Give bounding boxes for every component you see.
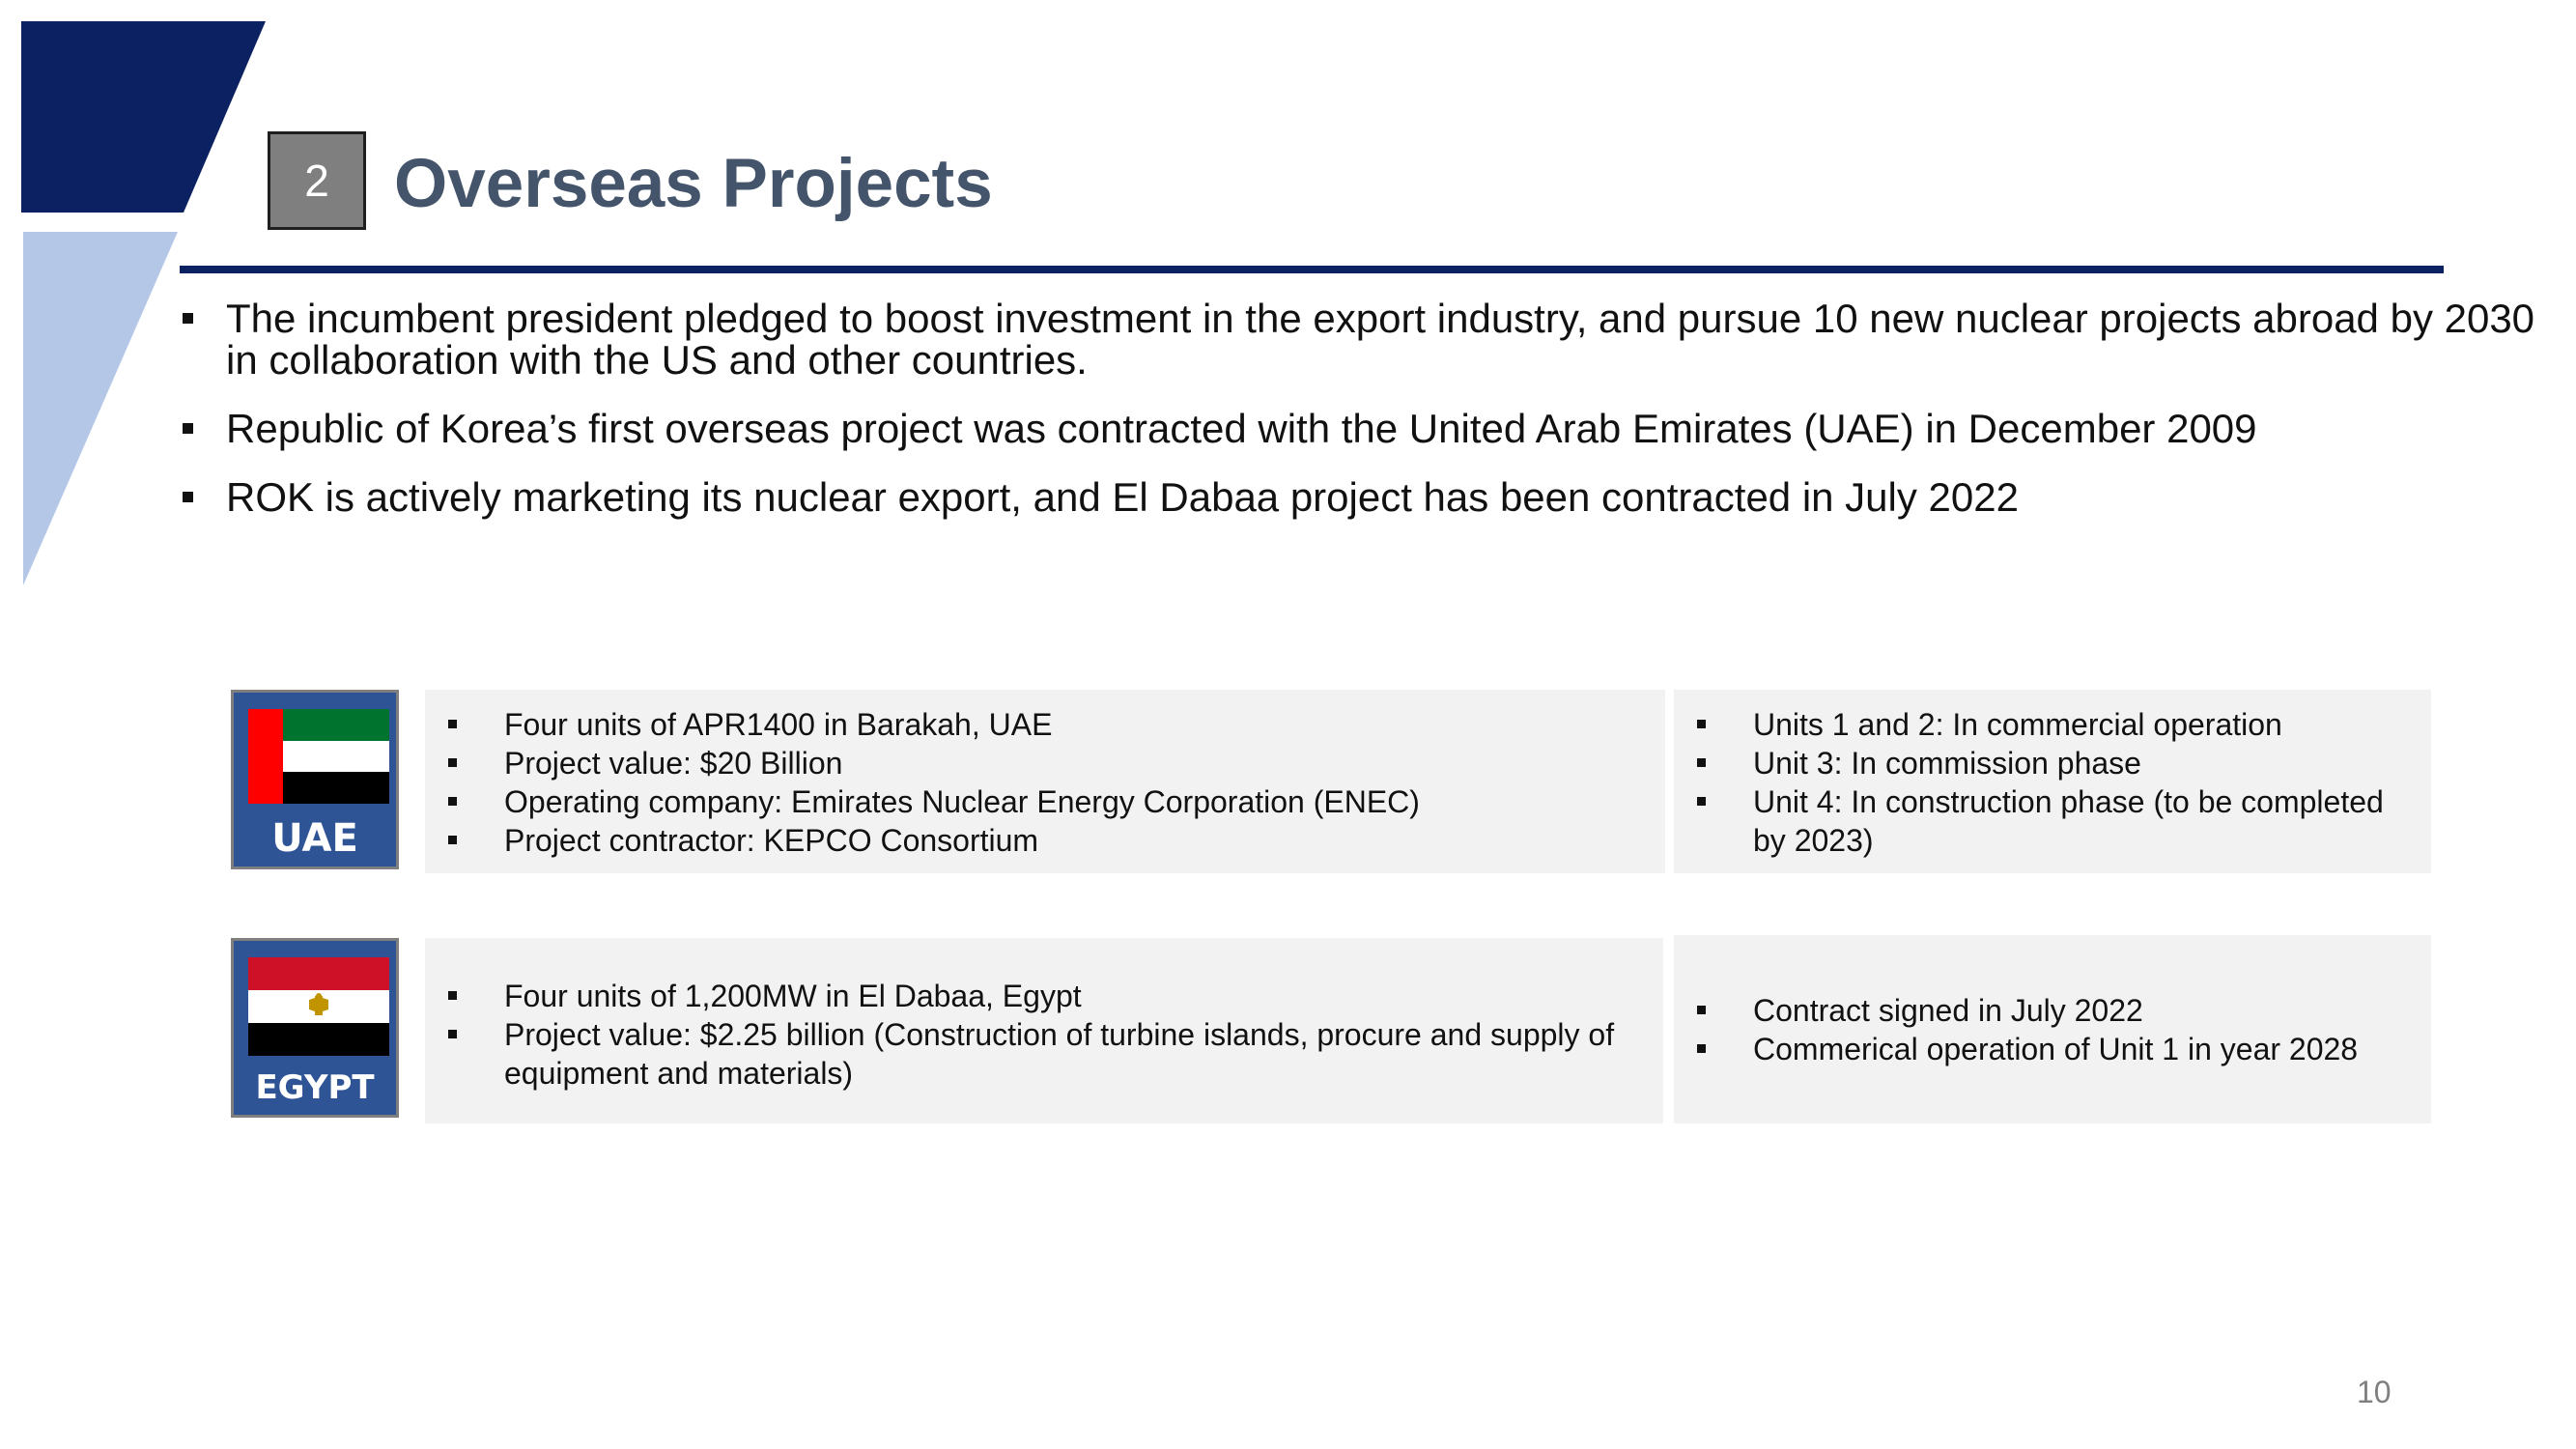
uae-country-card [231,690,399,869]
status-item: Unit 4: In construction phase (to be completed by 2023) [1674,782,2392,860]
bullet-item: ROK is actively marketing its nuclear export, and El Dabaa project has been contracted in July 2022 [180,476,2556,518]
detail-item: Four units of APR1400 in Barakah, UAE [425,705,1665,744]
intro-bullet-list [180,298,2556,545]
detail-item: Project value: $20 Billion [425,744,1665,782]
egypt-details-panel [425,938,1663,1123]
status-item: Commerical operation of Unit 1 in year 2028 [1674,1030,2392,1068]
egypt-country-card [231,938,399,1118]
detail-item: Project value: $2.25 billion (Construction of turbine islands, procure and supply of equipment and materials) [425,1015,1644,1093]
egypt-status-panel [1674,935,2431,1123]
section-number-box [268,131,366,230]
uae-status-list [1674,705,2392,860]
light-blue-triangle [23,232,178,585]
status-item: Units 1 and 2: In commercial operation [1674,705,2392,744]
page-title: Overseas Projects [394,146,993,222]
detail-item: Project contractor: KEPCO Consortium [425,821,1665,860]
title-divider [180,266,2444,273]
uae-details-panel [425,690,1665,873]
bullet-item: Republic of Korea’s first overseas project was contracted with the United Arab Emirates (UAE) in December 2009 [180,408,2556,449]
country-label-egypt: EGYPT [255,1068,375,1107]
egypt-status-list [1674,991,2392,1068]
navy-parallelogram [21,21,266,213]
uae-flag-icon [248,709,389,804]
status-item: Contract signed in July 2022 [1674,991,2392,1030]
section-number: 2 [304,156,329,206]
uae-details-list [425,705,1665,860]
bullet-item: The incumbent president pledged to boost investment in the export industry, and pursue 10 new nuclear projects abroad by 2030 in collaboration with the US and other countries. [180,298,2556,381]
egypt-flag-icon [248,957,389,1056]
status-item: Unit 3: In commission phase [1674,744,2392,782]
country-label-uae: UAE [271,816,358,861]
detail-item: Operating company: Emirates Nuclear Energy Corporation (ENEC) [425,782,1665,821]
page-number: 10 [2357,1375,2392,1409]
detail-item: Four units of 1,200MW in El Dabaa, Egypt [425,977,1644,1015]
egypt-details-list [425,977,1644,1093]
uae-status-panel [1674,690,2431,873]
